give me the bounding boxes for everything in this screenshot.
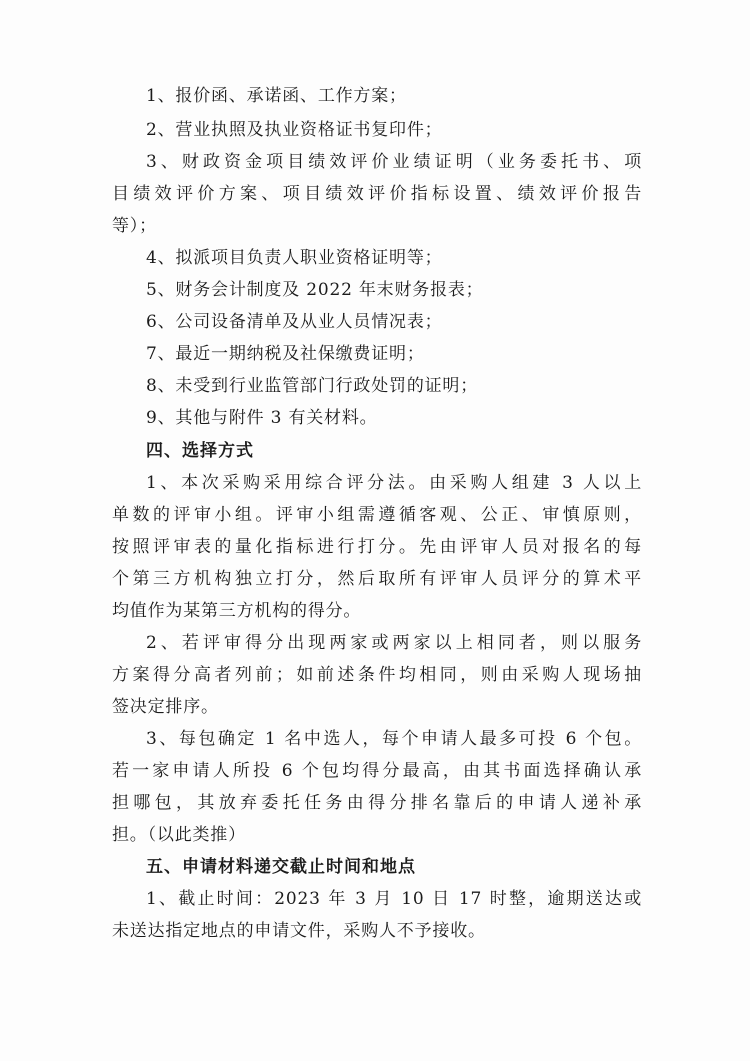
section-4-line-3: 按照评审表的量化指标进行打分。先由评审人员对报名的每 [112, 537, 642, 557]
list-item-1: 1、报价函、承诺函、工作方案； [146, 86, 407, 106]
section-5-heading: 五、申请材料递交截止时间和地点 [146, 857, 416, 877]
list-item-4: 4、拟派项目负责人职业资格证明等； [146, 248, 443, 268]
section-4-line-11: 担哪包，其放弃委托任务由得分排名靠后的申请人递补承 [112, 793, 642, 813]
section-4-line-7: 方案得分高者列前；如前述条件均相同，则由采购人现场抽 [112, 665, 642, 685]
section-4-line-1: 1、本次采购采用综合评分法。由采购人组建 3 人以上 [146, 473, 642, 493]
section-4-line-10: 若一家申请人所投 6 个包均得分最高，由其书面选择确认承 [112, 761, 642, 781]
list-item-6: 6、公司设备清单及从业人员情况表； [146, 312, 443, 332]
section-4-line-12: 担。（以此类推） [112, 825, 246, 845]
section-4-line-2: 单数的评审小组。评审小组需遵循客观、公正、审慎原则， [112, 505, 642, 525]
list-item-3-line-3: 等）； [112, 216, 157, 236]
list-item-2: 2、营业执照及执业资格证书复印件； [146, 120, 443, 140]
section-4-line-9: 3、每包确定 1 名中选人，每个申请人最多可投 6 个包。 [146, 729, 642, 749]
list-item-3-line-2: 目绩效评价方案、项目绩效评价指标设置、绩效评价报告 [112, 184, 642, 204]
section-4-line-8: 签决定排序。 [112, 697, 219, 717]
section-5-line-1: 1、截止时间：2023 年 3 月 10 日 17 时整，逾期送达或 [146, 889, 642, 909]
section-4-line-4: 个第三方机构独立打分，然后取所有评审人员评分的算术平 [112, 569, 642, 589]
list-item-7: 7、最近一期纳税及社保缴费证明； [146, 344, 425, 364]
list-item-9: 9、其他与附件 3 有关材料。 [146, 408, 378, 428]
section-4-line-6: 2、若评审得分出现两家或两家以上相同者，则以服务 [146, 633, 642, 653]
section-4-heading: 四、选择方式 [146, 441, 254, 461]
section-4-line-5: 均值作为某第三方机构的得分。 [112, 601, 362, 621]
list-item-8: 8、未受到行业监管部门行政处罚的证明； [146, 376, 479, 396]
list-item-5: 5、财务会计制度及 2022 年末财务报表； [146, 280, 484, 300]
list-item-3-line-1: 3、财政资金项目绩效评价业绩证明（业务委托书、项 [146, 152, 642, 172]
section-5-line-2: 未送达指定地点的申请文件，采购人不予接收。 [112, 921, 486, 941]
